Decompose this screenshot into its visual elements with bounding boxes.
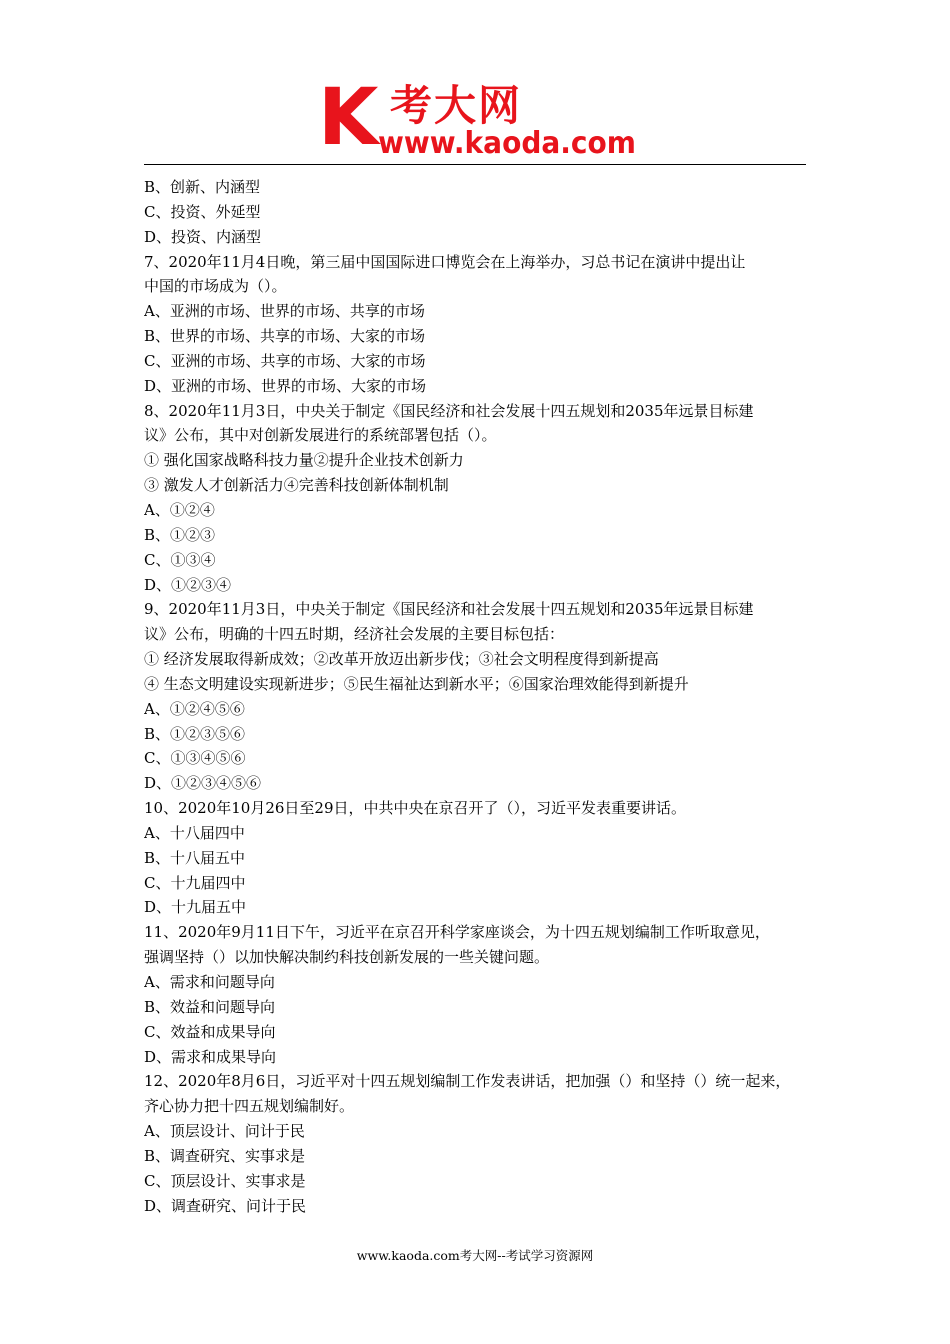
text-line: D、①②③④: [144, 575, 232, 594]
text-line: B、十八届五中: [144, 848, 246, 867]
text-line: D、十九届五中: [144, 898, 247, 917]
text-line: D、调查研究、问计于民: [144, 1196, 307, 1215]
text-line: A、需求和问题导向: [144, 973, 275, 991]
text-line: A、十八届四中: [144, 823, 245, 842]
text-line: D、亚洲的市场、世界的市场、大家的市场: [144, 376, 427, 395]
text-line: B、①②③⑤⑥: [144, 724, 246, 743]
text-line: C、投资、外延型: [144, 202, 261, 221]
question-content: [144, 175, 808, 1218]
text-line: 强调坚持（）以加快解决制约科技创新发展的一些关键问题。: [144, 948, 550, 967]
logo-chinese-name: 考大网: [390, 81, 523, 130]
text-line: B、创新、内涵型: [144, 178, 261, 196]
text-line: 齐心协力把十四五规划编制好。: [144, 1097, 355, 1116]
text-line: 12、2020年8月6日，习近平对十四五规划编制工作发表讲话，把加强（）和坚持（）统一起来，: [144, 1072, 791, 1091]
text-line: 11、2020年9月11日下午，习近平在京召开科学家座谈会，为十四五规划编制工作听取意见，: [144, 923, 770, 942]
text-line: B、效益和问题导向: [144, 997, 276, 1016]
logo-k-mark: K: [318, 78, 379, 158]
text-line: C、顶层设计、实事求是: [144, 1171, 306, 1190]
text-line: 中国的市场成为（）。: [144, 277, 287, 296]
text-line: C、亚洲的市场、共享的市场、大家的市场: [144, 351, 426, 370]
text-line: 10、2020年10月26日至29日，中共中央在京召开了（），习近平发表重要讲话。: [144, 799, 687, 818]
logo-url: www.kaoda.com: [378, 126, 636, 158]
text-line: A、①②④⑤⑥: [144, 699, 245, 718]
text-line: D、①②③④⑤⑥: [144, 774, 262, 793]
text-line: B、①②③: [144, 525, 216, 544]
text-line: A、顶层设计、问计于民: [144, 1122, 305, 1141]
text-line: ③ 激发人才创新活力④完善科技创新体制机制: [144, 476, 449, 495]
text-line: A、亚洲的市场、世界的市场、共享的市场: [144, 302, 425, 321]
text-line: 7、2020年11月4日晚，第三届中国国际进口博览会在上海举办，习总书记在演讲中提出让: [144, 252, 746, 271]
text-line: C、①③④⑤⑥: [144, 749, 246, 768]
text-line: D、需求和成果导向: [144, 1047, 277, 1066]
text-line: 议》公布，其中对创新发展进行的系统部署包括（）。: [144, 426, 497, 445]
text-line: C、效益和成果导向: [144, 1022, 276, 1041]
text-line: ① 经济发展取得新成效；②改革开放迈出新步伐；③社会文明程度得到新提高: [144, 650, 659, 669]
text-line: 8、2020年11月3日，中央关于制定《国民经济和社会发展十四五规划和2035年远景目标建: [144, 401, 754, 420]
text-line: C、十九届四中: [144, 873, 246, 892]
kaoda-logo-graphic: [318, 78, 648, 158]
text-line: B、调查研究、实事求是: [144, 1146, 306, 1165]
header-divider: [144, 164, 806, 165]
page-footer: www.kaoda.com考大网--考试学习资源网: [356, 1248, 594, 1263]
text-line: 9、2020年11月3日，中央关于制定《国民经济和社会发展十四五规划和2035年远景目标建: [144, 600, 754, 619]
text-line: ④ 生态文明建设实现新进步；⑤民生福祉达到新水平；⑥国家治理效能得到新提升: [144, 674, 689, 693]
text-line: B、世界的市场、共享的市场、大家的市场: [144, 327, 426, 346]
text-line: A、①②④: [144, 500, 215, 519]
text-line: D、投资、内涵型: [144, 227, 262, 246]
text-line: ① 强化国家战略科技力量②提升企业技术创新力: [144, 451, 464, 470]
text-line: 议》公布，明确的十四五时期，经济社会发展的主要目标包括：: [144, 625, 565, 644]
text-line: C、①③④: [144, 550, 216, 569]
site-logo: [318, 78, 648, 158]
